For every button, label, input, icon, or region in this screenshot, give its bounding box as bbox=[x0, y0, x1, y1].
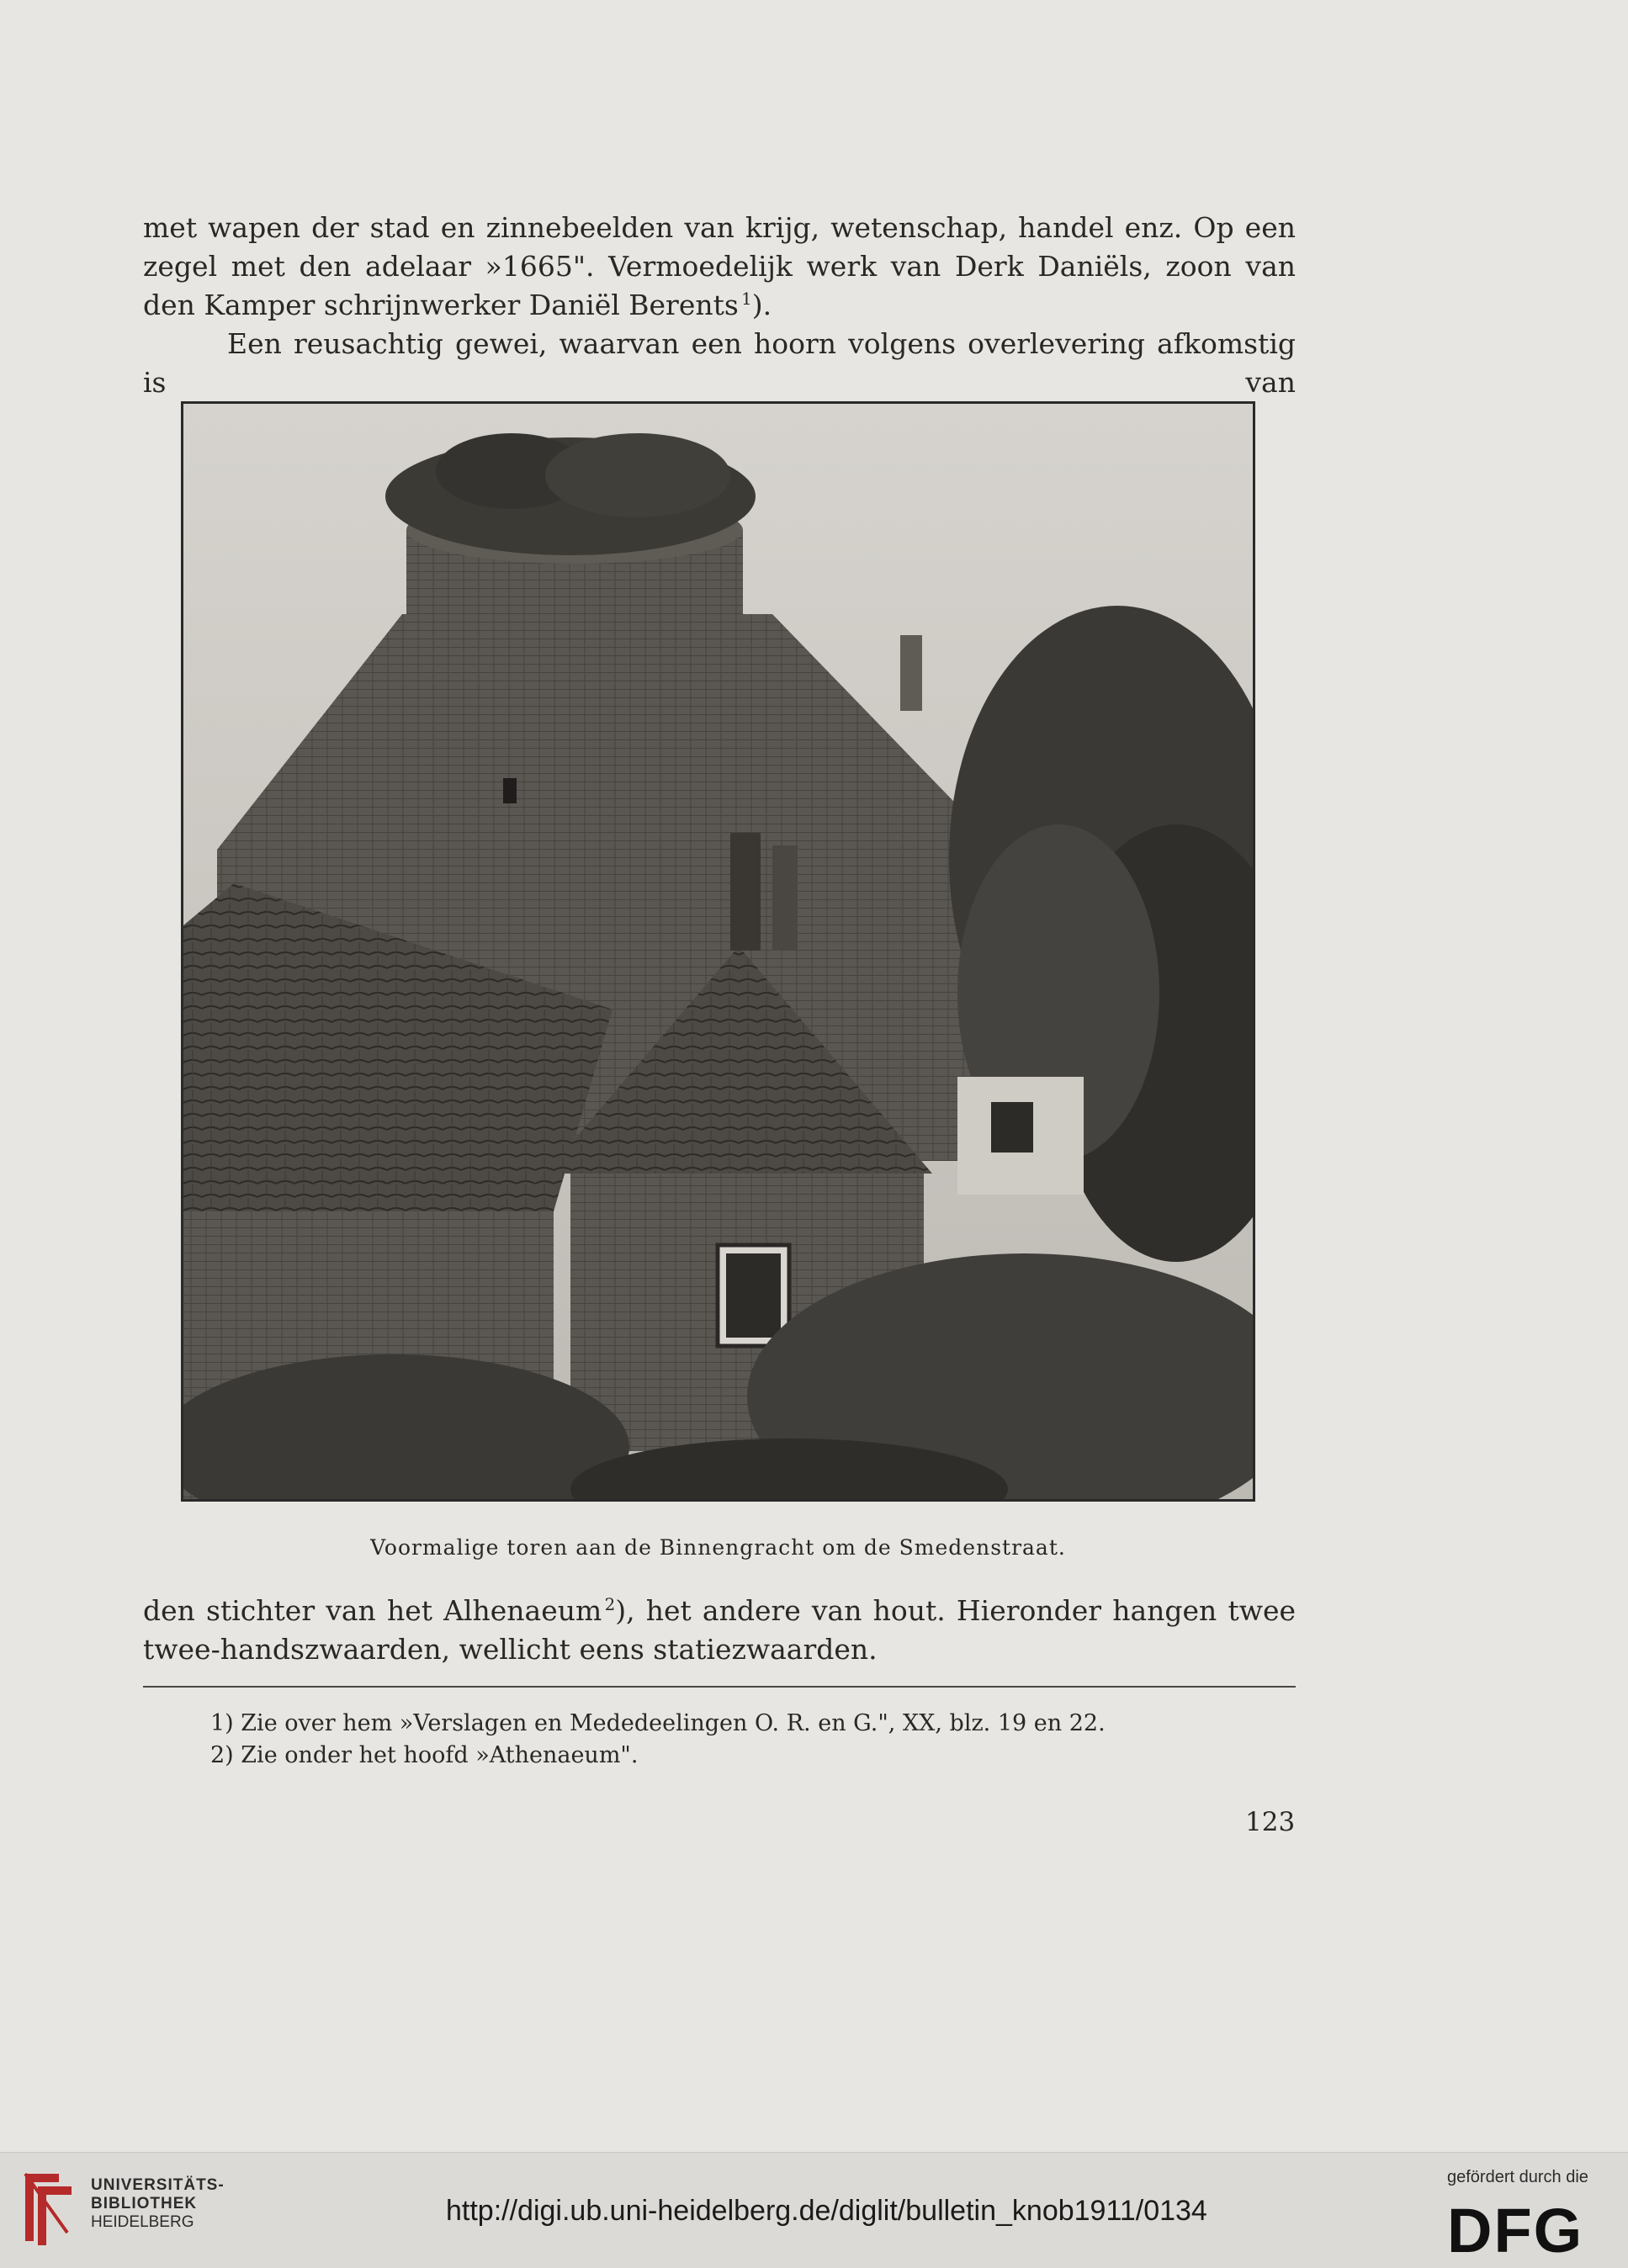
photograph-tower bbox=[181, 401, 1255, 1502]
funding-note: gefördert durch die bbox=[1447, 2168, 1588, 2186]
figure-caption: Voormalige toren aan de Binnengracht om de Smedenstraat. bbox=[370, 1535, 1066, 1560]
body-text-bottom bbox=[143, 1592, 1296, 1669]
footnote-ref-1[interactable]: 1 bbox=[741, 289, 752, 309]
paragraph-2: Een reusachtig gewei, waarvan een hoorn volgens overlevering afkomstig is van bbox=[143, 327, 1296, 399]
footnote-divider bbox=[143, 1686, 1296, 1688]
body-text-top bbox=[143, 209, 1296, 402]
footer-bar bbox=[0, 2152, 1628, 2268]
permalink-url[interactable]: http://digi.ub.uni-heidelberg.de/diglit/bulletin_knob1911/0134 bbox=[446, 2195, 1207, 2227]
university-library-logo-icon[interactable] bbox=[17, 2165, 84, 2249]
paragraph-3: den stichter van het Alhenaeum $^2$), het andere van hout. Hieronder hangen twee twee-handszwaarden, wellicht eens statiezwaarden. bbox=[143, 1594, 1297, 1666]
page-number: 123 bbox=[1245, 1807, 1296, 1837]
footnote-ref-2[interactable]: 2 bbox=[604, 1595, 616, 1614]
dfg-logo[interactable]: DFG bbox=[1447, 2196, 1584, 2265]
paragraph-1: met wapen der stad en zinnebeelden van krijg, wetenschap, handel enz. Op een zegel met den adelaar »1665". Vermoedelijk werk van Derk Daniëls, zoon van den Kamper schrijnwerker Daniël Berents $^1$). bbox=[143, 211, 1296, 321]
footnote-1: 1) Zie over hem »Verslagen en Mededeelingen O. R. en G.", XX, blz. 19 en 22. bbox=[210, 1710, 1106, 1736]
library-name[interactable]: UNIVERSITÄTS- BIBLIOTHEK HEIDELBERG bbox=[91, 2176, 225, 2231]
footnote-2: 2) Zie onder het hoofd »Athenaeum". bbox=[210, 1742, 639, 1768]
footnotes bbox=[210, 1708, 1262, 1772]
